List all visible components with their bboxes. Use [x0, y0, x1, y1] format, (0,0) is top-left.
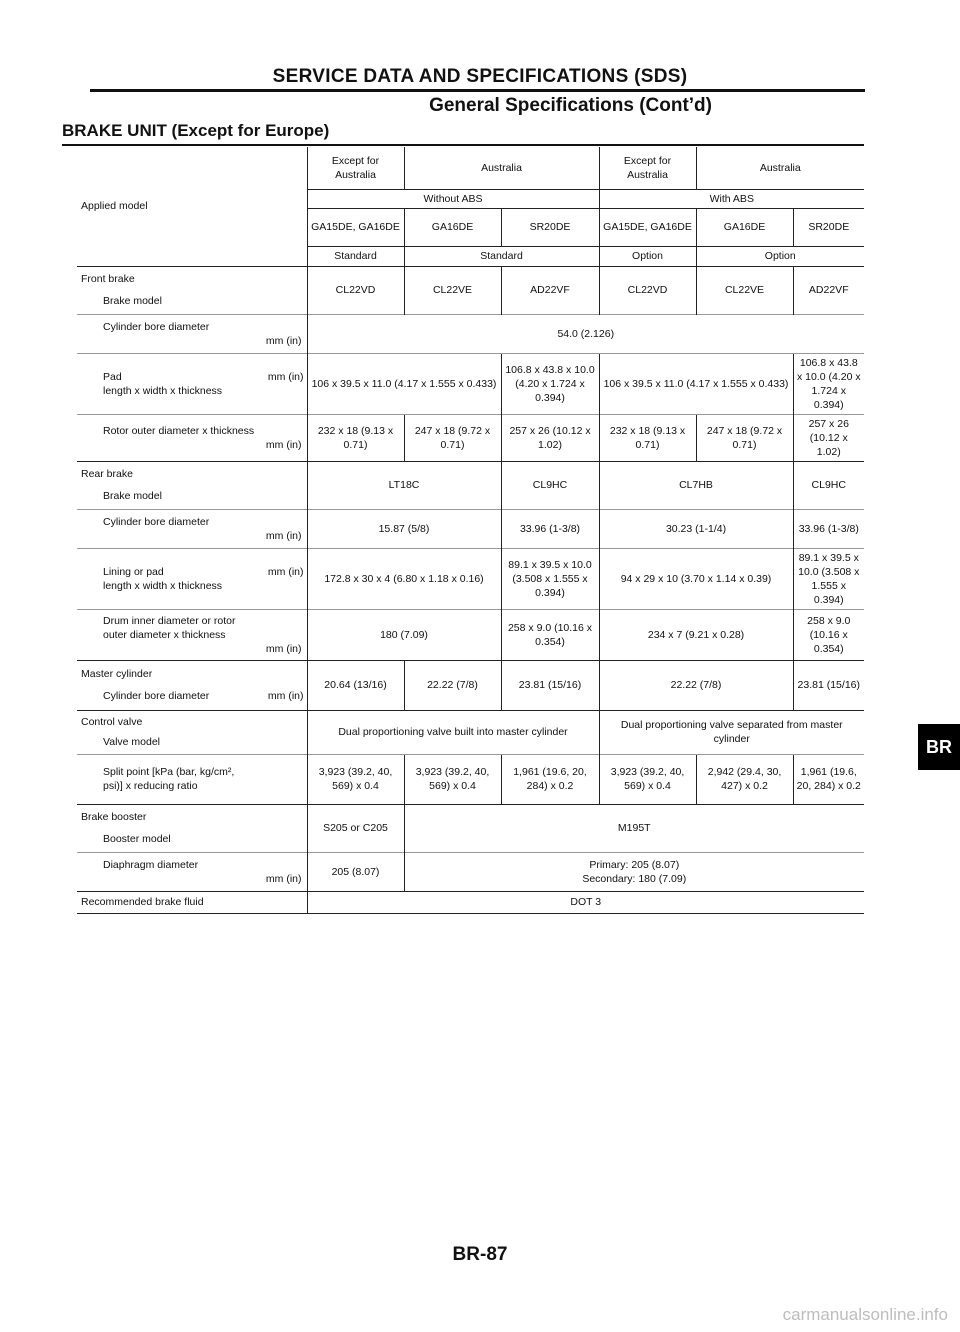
- engine-cell: SR20DE: [501, 208, 599, 246]
- value-cell: M195T: [404, 804, 864, 852]
- value-cell: 23.81 (15/16): [793, 660, 864, 710]
- value-cell: AD22VF: [793, 266, 864, 314]
- label-lining: [77, 548, 307, 609]
- label-master-cylinder: [77, 660, 307, 710]
- engine-cell: GA16DE: [696, 208, 793, 246]
- drum-label-2: outer diameter x thickness: [103, 628, 226, 641]
- section-rule: [62, 144, 864, 146]
- value-cell: 234 x 7 (9.21 x 0.28): [599, 609, 793, 660]
- value-cell: 3,923 (39.2, 40, 569) x 0.4: [404, 754, 501, 804]
- option-cell: Option: [696, 246, 864, 266]
- table-row: [77, 609, 864, 660]
- value-cell: CL9HC: [793, 461, 864, 509]
- table-row: [77, 852, 864, 891]
- value-cell: 247 x 18 (9.72 x 0.71): [696, 414, 793, 461]
- value-cell: 30.23 (1-1/4): [599, 509, 793, 548]
- value-cell: DOT 3: [307, 891, 864, 913]
- control-valve-label: Control valve: [81, 716, 143, 728]
- unit-label: mm (in): [265, 438, 302, 451]
- page-number: BR-87: [452, 1244, 508, 1265]
- pad-label: Pad: [103, 370, 122, 383]
- table-row: [77, 461, 864, 509]
- unit-label: mm (in): [267, 565, 304, 578]
- label-brake-booster: [77, 804, 307, 852]
- col-header-australia: Australia: [404, 147, 599, 189]
- value-cell: 247 x 18 (9.72 x 0.71): [404, 414, 501, 461]
- value-cell: 257 x 26 (10.12 x 1.02): [501, 414, 599, 461]
- valve-model-label: Valve model: [103, 736, 161, 748]
- label-rear-bore: [77, 509, 307, 548]
- page-title: SERVICE DATA AND SPECIFICATIONS (SDS): [272, 66, 688, 87]
- page-subtitle: General Specifications (Cont’d): [429, 95, 712, 116]
- unit-label: mm (in): [265, 642, 302, 655]
- value-cell: CL22VD: [307, 266, 404, 314]
- value-cell: 258 x 9.0 (10.16 x 0.354): [793, 609, 864, 660]
- booster-model-label: Booster model: [103, 833, 171, 845]
- cyl-bore-label: Cylinder bore diameter: [103, 320, 210, 333]
- rear-brake-label: Rear brake: [81, 468, 133, 480]
- value-cell: S205 or C205: [307, 804, 404, 852]
- value-cell: 94 x 29 x 10 (3.70 x 1.14 x 0.39): [599, 548, 793, 609]
- section-tab-br: BR: [918, 724, 960, 770]
- value-cell: 3,923 (39.2, 40, 569) x 0.4: [599, 754, 696, 804]
- value-cell: 2,942 (29.4, 30, 427) x 0.2: [696, 754, 793, 804]
- unit-label: mm (in): [265, 529, 302, 542]
- label-applied-model: Applied model: [81, 200, 148, 213]
- value-cell: 106 x 39.5 x 11.0 (4.17 x 1.555 x 0.433): [599, 353, 793, 414]
- label-cyl-bore: [77, 314, 307, 353]
- col-header-australia: Australia: [696, 147, 864, 189]
- table-row: [77, 266, 864, 314]
- engine-cell: GA15DE, GA16DE: [599, 208, 696, 246]
- label-drum: [77, 609, 307, 660]
- value-cell: AD22VF: [501, 266, 599, 314]
- table-row: [77, 548, 864, 609]
- value-cell: 23.81 (15/16): [501, 660, 599, 710]
- brake-model-label: Brake model: [103, 490, 162, 502]
- table-row: [77, 804, 864, 852]
- value-cell: 106.8 x 43.8 x 10.0 (4.20 x 1.724 x 0.394): [793, 353, 864, 414]
- value-cell: 1,961 (19.6, 20, 284) x 0.2: [793, 754, 864, 804]
- table-row: [77, 414, 864, 461]
- brake-spec-table: [77, 147, 864, 914]
- value-cell: [404, 852, 864, 891]
- unit-label: mm (in): [265, 334, 302, 347]
- value-cell: CL7HB: [599, 461, 793, 509]
- label-rotor: [77, 414, 307, 461]
- value-cell: Dual proportioning valve separated from master cylinder: [599, 710, 864, 754]
- value-cell: 20.64 (13/16): [307, 660, 404, 710]
- value-cell: 89.1 x 39.5 x 10.0 (3.508 x 1.555 x 0.394): [501, 548, 599, 609]
- lining-label: Lining or pad: [103, 565, 164, 578]
- value-cell: CL22VE: [404, 266, 501, 314]
- table-row: [77, 314, 864, 353]
- value-cell: CL9HC: [501, 461, 599, 509]
- split-label-1: Split point [kPa (bar, kg/cm²,: [103, 766, 235, 778]
- col-header-except-australia: Except for Australia: [599, 147, 696, 189]
- value-cell: 15.87 (5/8): [307, 509, 501, 548]
- value-cell: 33.96 (1-3/8): [501, 509, 599, 548]
- value-cell: 89.1 x 39.5 x 10.0 (3.508 x 1.555 x 0.394): [793, 548, 864, 609]
- section-heading: BRAKE UNIT (Except for Europe): [62, 121, 330, 140]
- label-split-point: [77, 754, 307, 804]
- brake-model-label: Brake model: [103, 295, 162, 307]
- label-rear-brake: [77, 461, 307, 509]
- engine-cell: GA15DE, GA16DE: [307, 208, 404, 246]
- with-abs-header: With ABS: [599, 189, 864, 208]
- value-cell: 205 (8.07): [307, 852, 404, 891]
- diaphragm-label: Diaphragm diameter: [103, 858, 199, 871]
- value-cell: CL22VE: [696, 266, 793, 314]
- master-bore-label: Cylinder bore diameter: [103, 690, 210, 702]
- master-cylinder-label: Master cylinder: [81, 668, 153, 680]
- table-row: [77, 891, 864, 913]
- col-header-except-australia: Except for Australia: [307, 147, 404, 189]
- label-control-valve: [77, 710, 307, 754]
- table-row: [77, 147, 864, 189]
- engine-cell: SR20DE: [793, 208, 864, 246]
- value-cell: 232 x 18 (9.13 x 0.71): [599, 414, 696, 461]
- watermark: carmanualsonline.info: [782, 1305, 948, 1324]
- label-diaphragm: [77, 852, 307, 891]
- value-cell: CL22VD: [599, 266, 696, 314]
- value-cell: Dual proportioning valve built into master cylinder: [307, 710, 599, 754]
- table-row: [77, 353, 864, 414]
- diaphragm-secondary: Secondary: 180 (7.09): [582, 872, 687, 885]
- value-cell: 1,961 (19.6, 20, 284) x 0.2: [501, 754, 599, 804]
- front-brake-label: Front brake: [81, 273, 135, 285]
- diaphragm-primary: Primary: 205 (8.07): [589, 858, 680, 871]
- table-row: [77, 509, 864, 548]
- brake-booster-label: Brake booster: [81, 811, 147, 823]
- label-front-brake: [77, 266, 307, 314]
- standard-cell: Standard: [307, 246, 404, 266]
- unit-label: mm (in): [267, 690, 304, 702]
- value-cell: 33.96 (1-3/8): [793, 509, 864, 548]
- label-fluid: Recommended brake fluid: [77, 891, 307, 913]
- value-cell: 22.22 (7/8): [404, 660, 501, 710]
- value-cell: 257 x 26 (10.12 x 1.02): [793, 414, 864, 461]
- table-row: [77, 660, 864, 710]
- value-cell: 172.8 x 30 x 4 (6.80 x 1.18 x 0.16): [307, 548, 501, 609]
- split-label-2: psi)] x reducing ratio: [103, 780, 198, 792]
- value-cell: 180 (7.09): [307, 609, 501, 660]
- title-rule: [90, 89, 865, 92]
- table-row: [77, 710, 864, 754]
- standard-cell: Standard: [404, 246, 599, 266]
- value-cell: 258 x 9.0 (10.16 x 0.354): [501, 609, 599, 660]
- lwt-label: length x width x thickness: [103, 579, 223, 592]
- unit-label: mm (in): [267, 370, 304, 383]
- table-row: [77, 754, 864, 804]
- engine-cell: GA16DE: [404, 208, 501, 246]
- value-cell: 54.0 (2.126): [307, 314, 864, 353]
- drum-label-1: Drum inner diameter or rotor: [103, 614, 236, 627]
- value-cell: 3,923 (39.2, 40, 569) x 0.4: [307, 754, 404, 804]
- option-cell: Option: [599, 246, 696, 266]
- value-cell: 22.22 (7/8): [599, 660, 793, 710]
- cyl-bore-label: Cylinder bore diameter: [103, 515, 210, 528]
- unit-label: mm (in): [265, 872, 302, 885]
- label-pad: [77, 353, 307, 414]
- value-cell: 232 x 18 (9.13 x 0.71): [307, 414, 404, 461]
- value-cell: LT18C: [307, 461, 501, 509]
- rotor-label: Rotor outer diameter x thickness: [103, 424, 255, 437]
- value-cell: 106.8 x 43.8 x 10.0 (4.20 x 1.724 x 0.394): [501, 353, 599, 414]
- lwt-label: length x width x thickness: [103, 384, 223, 397]
- value-cell: 106 x 39.5 x 11.0 (4.17 x 1.555 x 0.433): [307, 353, 501, 414]
- without-abs-header: Without ABS: [307, 189, 599, 208]
